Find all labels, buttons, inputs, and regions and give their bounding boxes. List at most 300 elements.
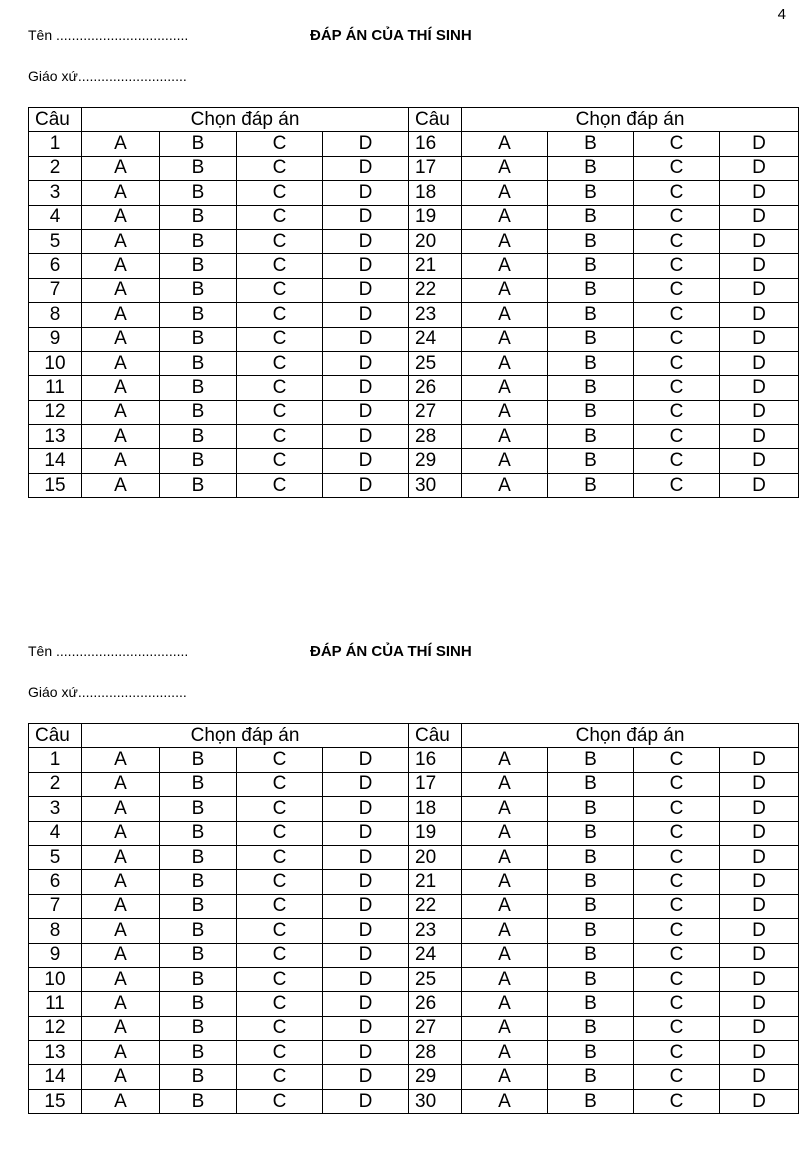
option-c[interactable]: C	[634, 748, 720, 772]
option-b[interactable]: B	[548, 156, 634, 180]
question-number: 9	[29, 327, 82, 351]
option-c[interactable]: C	[634, 254, 720, 278]
question-number: 4	[29, 821, 82, 845]
header-question-right: Câu	[409, 724, 462, 748]
option-c[interactable]: C	[634, 400, 720, 424]
option-a[interactable]: A	[82, 254, 160, 278]
question-number: 9	[29, 943, 82, 967]
option-a[interactable]: A	[82, 473, 160, 497]
option-d[interactable]: D	[323, 1065, 409, 1089]
option-a[interactable]: A	[462, 376, 548, 400]
option-d[interactable]: D	[323, 425, 409, 449]
option-a[interactable]: A	[462, 132, 548, 156]
option-a[interactable]: A	[82, 1089, 160, 1113]
question-number: 23	[409, 303, 462, 327]
option-b[interactable]: B	[548, 254, 634, 278]
option-c[interactable]: C	[237, 1016, 323, 1040]
option-d[interactable]: D	[323, 132, 409, 156]
question-number: 11	[29, 376, 82, 400]
option-d[interactable]: D	[720, 254, 799, 278]
option-c[interactable]: C	[237, 967, 323, 991]
option-b[interactable]: B	[548, 943, 634, 967]
table-row	[29, 967, 799, 991]
option-c[interactable]: C	[237, 254, 323, 278]
option-d[interactable]: D	[323, 205, 409, 229]
option-b[interactable]: B	[548, 351, 634, 375]
option-c[interactable]: C	[237, 894, 323, 918]
option-d[interactable]: D	[323, 992, 409, 1016]
option-d[interactable]: D	[323, 156, 409, 180]
question-number: 21	[409, 870, 462, 894]
option-b[interactable]: B	[548, 473, 634, 497]
option-b[interactable]: B	[160, 992, 237, 1016]
option-d[interactable]: D	[323, 303, 409, 327]
table-row	[29, 1041, 799, 1065]
option-b[interactable]: B	[548, 797, 634, 821]
option-c[interactable]: C	[634, 1041, 720, 1065]
option-d[interactable]: D	[323, 772, 409, 796]
question-number: 18	[409, 181, 462, 205]
question-number: 2	[29, 772, 82, 796]
option-a[interactable]: A	[462, 425, 548, 449]
option-c[interactable]: C	[237, 327, 323, 351]
table-row	[29, 156, 799, 180]
option-d[interactable]: D	[323, 1016, 409, 1040]
option-b[interactable]: B	[160, 181, 237, 205]
option-a[interactable]: A	[82, 132, 160, 156]
option-a[interactable]: A	[82, 870, 160, 894]
option-a[interactable]: A	[82, 919, 160, 943]
header-choice-right: Chọn đáp án	[462, 724, 799, 748]
table-row	[29, 473, 799, 497]
option-d[interactable]: D	[323, 748, 409, 772]
option-b[interactable]: B	[160, 449, 237, 473]
option-c[interactable]: C	[634, 821, 720, 845]
option-c[interactable]: C	[237, 425, 323, 449]
option-d[interactable]: D	[323, 229, 409, 253]
option-d[interactable]: D	[720, 1065, 799, 1089]
option-b[interactable]: B	[160, 797, 237, 821]
option-a[interactable]: A	[82, 278, 160, 302]
question-number: 2	[29, 156, 82, 180]
option-c[interactable]: C	[634, 303, 720, 327]
option-c[interactable]: C	[237, 400, 323, 424]
option-c[interactable]: C	[237, 845, 323, 869]
option-d[interactable]: D	[720, 992, 799, 1016]
option-d[interactable]: D	[323, 449, 409, 473]
option-a[interactable]: A	[82, 400, 160, 424]
option-a[interactable]: A	[82, 992, 160, 1016]
option-b[interactable]: B	[548, 748, 634, 772]
option-b[interactable]: B	[548, 870, 634, 894]
option-a[interactable]: A	[462, 156, 548, 180]
option-a[interactable]: A	[82, 376, 160, 400]
option-c[interactable]: C	[237, 772, 323, 796]
option-c[interactable]: C	[237, 748, 323, 772]
option-d[interactable]: D	[720, 229, 799, 253]
option-d[interactable]: D	[720, 1041, 799, 1065]
option-d[interactable]: D	[323, 278, 409, 302]
option-b[interactable]: B	[548, 205, 634, 229]
option-a[interactable]: A	[462, 1065, 548, 1089]
option-c[interactable]: C	[634, 1065, 720, 1089]
option-d[interactable]: D	[323, 1089, 409, 1113]
option-c[interactable]: C	[634, 376, 720, 400]
option-c[interactable]: C	[634, 967, 720, 991]
option-c[interactable]: C	[634, 425, 720, 449]
option-d[interactable]: D	[323, 821, 409, 845]
option-a[interactable]: A	[82, 845, 160, 869]
option-d[interactable]: D	[323, 400, 409, 424]
option-b[interactable]: B	[160, 376, 237, 400]
option-b[interactable]: B	[160, 845, 237, 869]
option-d[interactable]: D	[323, 845, 409, 869]
table-row	[29, 181, 799, 205]
option-a[interactable]: A	[82, 156, 160, 180]
parish-line[interactable]: Giáo xứ............................	[28, 684, 187, 700]
option-c[interactable]: C	[634, 156, 720, 180]
option-a[interactable]: A	[462, 748, 548, 772]
option-d[interactable]: D	[323, 181, 409, 205]
option-d[interactable]: D	[323, 1041, 409, 1065]
option-b[interactable]: B	[548, 1065, 634, 1089]
option-b[interactable]: B	[160, 821, 237, 845]
option-b[interactable]: B	[160, 473, 237, 497]
option-b[interactable]: B	[160, 205, 237, 229]
table-row	[29, 327, 799, 351]
option-d[interactable]: D	[720, 400, 799, 424]
option-c[interactable]: C	[237, 821, 323, 845]
option-a[interactable]: A	[462, 254, 548, 278]
option-b[interactable]: B	[160, 400, 237, 424]
option-b[interactable]: B	[160, 327, 237, 351]
option-c[interactable]: C	[634, 919, 720, 943]
option-a[interactable]: A	[462, 1041, 548, 1065]
option-c[interactable]: C	[634, 205, 720, 229]
option-b[interactable]: B	[548, 303, 634, 327]
option-a[interactable]: A	[82, 967, 160, 991]
header-choice-left: Chọn đáp án	[82, 724, 409, 748]
option-c[interactable]: C	[237, 303, 323, 327]
question-number: 10	[29, 351, 82, 375]
option-a[interactable]: A	[462, 303, 548, 327]
table-row	[29, 400, 799, 424]
option-b[interactable]: B	[548, 1089, 634, 1113]
option-d[interactable]: D	[720, 132, 799, 156]
question-number: 17	[409, 156, 462, 180]
option-c[interactable]: C	[237, 351, 323, 375]
option-b[interactable]: B	[160, 1041, 237, 1065]
option-b[interactable]: B	[160, 919, 237, 943]
option-c[interactable]: C	[634, 449, 720, 473]
option-c[interactable]: C	[237, 181, 323, 205]
header-row	[29, 724, 799, 748]
option-b[interactable]: B	[548, 425, 634, 449]
question-number: 28	[409, 425, 462, 449]
question-number: 6	[29, 254, 82, 278]
header-question-left: Câu	[29, 724, 82, 748]
option-b[interactable]: B	[548, 229, 634, 253]
option-a[interactable]: A	[82, 1016, 160, 1040]
option-d[interactable]: D	[720, 1016, 799, 1040]
option-a[interactable]: A	[82, 943, 160, 967]
option-d[interactable]: D	[720, 748, 799, 772]
option-a[interactable]: A	[82, 449, 160, 473]
table-row	[29, 845, 799, 869]
option-a[interactable]: A	[462, 845, 548, 869]
option-d[interactable]: D	[720, 181, 799, 205]
option-a[interactable]: A	[462, 1089, 548, 1113]
option-b[interactable]: B	[548, 992, 634, 1016]
option-b[interactable]: B	[160, 870, 237, 894]
table-row	[29, 821, 799, 845]
option-b[interactable]: B	[160, 156, 237, 180]
option-c[interactable]: C	[237, 1089, 323, 1113]
option-d[interactable]: D	[720, 156, 799, 180]
option-b[interactable]: B	[160, 1089, 237, 1113]
option-c[interactable]: C	[634, 327, 720, 351]
option-d[interactable]: D	[323, 376, 409, 400]
option-d[interactable]: D	[720, 327, 799, 351]
option-c[interactable]: C	[237, 132, 323, 156]
option-c[interactable]: C	[634, 229, 720, 253]
question-number: 3	[29, 181, 82, 205]
table-row	[29, 943, 799, 967]
option-a[interactable]: A	[82, 797, 160, 821]
option-c[interactable]: C	[237, 229, 323, 253]
option-a[interactable]: A	[462, 967, 548, 991]
option-c[interactable]: C	[634, 894, 720, 918]
question-number: 21	[409, 254, 462, 278]
option-b[interactable]: B	[548, 821, 634, 845]
option-c[interactable]: C	[634, 132, 720, 156]
option-d[interactable]: D	[720, 967, 799, 991]
option-a[interactable]: A	[462, 229, 548, 253]
option-b[interactable]: B	[160, 254, 237, 278]
question-number: 20	[409, 229, 462, 253]
option-a[interactable]: A	[82, 327, 160, 351]
option-c[interactable]: C	[634, 943, 720, 967]
option-a[interactable]: A	[462, 351, 548, 375]
option-d[interactable]: D	[720, 772, 799, 796]
table-row	[29, 772, 799, 796]
option-a[interactable]: A	[82, 748, 160, 772]
option-d[interactable]: D	[720, 894, 799, 918]
option-b[interactable]: B	[160, 943, 237, 967]
option-a[interactable]: A	[82, 181, 160, 205]
option-a[interactable]: A	[462, 821, 548, 845]
option-c[interactable]: C	[237, 449, 323, 473]
question-number: 18	[409, 797, 462, 821]
option-a[interactable]: A	[462, 772, 548, 796]
question-number: 22	[409, 894, 462, 918]
option-b[interactable]: B	[160, 303, 237, 327]
option-d[interactable]: D	[720, 351, 799, 375]
option-d[interactable]: D	[720, 376, 799, 400]
option-a[interactable]: A	[82, 821, 160, 845]
option-b[interactable]: B	[548, 376, 634, 400]
question-number: 23	[409, 919, 462, 943]
option-c[interactable]: C	[634, 992, 720, 1016]
option-b[interactable]: B	[548, 772, 634, 796]
candidate-name-line[interactable]: Tên ..................................	[28, 643, 189, 659]
option-b[interactable]: B	[548, 919, 634, 943]
option-d[interactable]: D	[720, 449, 799, 473]
option-c[interactable]: C	[634, 473, 720, 497]
option-c[interactable]: C	[237, 205, 323, 229]
option-d[interactable]: D	[323, 967, 409, 991]
question-number: 30	[409, 473, 462, 497]
table-row	[29, 205, 799, 229]
option-d[interactable]: D	[720, 303, 799, 327]
answer-grid	[28, 107, 799, 498]
option-c[interactable]: C	[634, 351, 720, 375]
option-d[interactable]: D	[323, 797, 409, 821]
option-b[interactable]: B	[160, 967, 237, 991]
option-c[interactable]: C	[634, 1089, 720, 1113]
option-a[interactable]: A	[462, 1016, 548, 1040]
table-row	[29, 894, 799, 918]
question-number: 8	[29, 919, 82, 943]
header-choice-right: Chọn đáp án	[462, 108, 799, 132]
option-b[interactable]: B	[548, 449, 634, 473]
option-a[interactable]: A	[462, 894, 548, 918]
option-c[interactable]: C	[634, 278, 720, 302]
answer-grid	[28, 723, 799, 1114]
option-c[interactable]: C	[237, 278, 323, 302]
option-d[interactable]: D	[323, 943, 409, 967]
option-a[interactable]: A	[462, 327, 548, 351]
option-c[interactable]: C	[237, 1041, 323, 1065]
table-row	[29, 254, 799, 278]
option-a[interactable]: A	[462, 278, 548, 302]
option-c[interactable]: C	[237, 473, 323, 497]
parish-line[interactable]: Giáo xứ............................	[28, 68, 187, 84]
option-a[interactable]: A	[82, 425, 160, 449]
option-d[interactable]: D	[720, 919, 799, 943]
option-d[interactable]: D	[720, 870, 799, 894]
option-d[interactable]: D	[323, 327, 409, 351]
option-b[interactable]: B	[548, 400, 634, 424]
option-b[interactable]: B	[160, 1065, 237, 1089]
option-c[interactable]: C	[634, 772, 720, 796]
option-b[interactable]: B	[160, 229, 237, 253]
question-number: 1	[29, 748, 82, 772]
option-a[interactable]: A	[462, 181, 548, 205]
question-number: 27	[409, 400, 462, 424]
option-a[interactable]: A	[82, 1041, 160, 1065]
option-c[interactable]: C	[237, 919, 323, 943]
question-number: 13	[29, 425, 82, 449]
option-a[interactable]: A	[82, 205, 160, 229]
option-d[interactable]: D	[720, 425, 799, 449]
option-b[interactable]: B	[160, 1016, 237, 1040]
option-d[interactable]: D	[720, 797, 799, 821]
option-b[interactable]: B	[160, 772, 237, 796]
candidate-name-line[interactable]: Tên ..................................	[28, 27, 189, 43]
option-a[interactable]: A	[462, 473, 548, 497]
option-a[interactable]: A	[462, 449, 548, 473]
option-d[interactable]: D	[323, 894, 409, 918]
option-b[interactable]: B	[548, 132, 634, 156]
option-b[interactable]: B	[548, 327, 634, 351]
option-b[interactable]: B	[160, 894, 237, 918]
option-c[interactable]: C	[634, 870, 720, 894]
option-b[interactable]: B	[548, 845, 634, 869]
option-c[interactable]: C	[634, 181, 720, 205]
option-c[interactable]: C	[237, 1065, 323, 1089]
option-d[interactable]: D	[720, 205, 799, 229]
option-a[interactable]: A	[462, 943, 548, 967]
question-number: 14	[29, 1065, 82, 1089]
option-a[interactable]: A	[462, 797, 548, 821]
option-b[interactable]: B	[548, 181, 634, 205]
table-row	[29, 992, 799, 1016]
option-b[interactable]: B	[160, 748, 237, 772]
sheet-title: ĐÁP ÁN CỦA THÍ SINH	[310, 643, 472, 660]
option-a[interactable]: A	[462, 205, 548, 229]
option-a[interactable]: A	[82, 894, 160, 918]
question-number: 20	[409, 845, 462, 869]
option-c[interactable]: C	[237, 376, 323, 400]
option-b[interactable]: B	[160, 425, 237, 449]
option-b[interactable]: B	[548, 1041, 634, 1065]
option-b[interactable]: B	[548, 278, 634, 302]
table-row	[29, 748, 799, 772]
option-d[interactable]: D	[720, 943, 799, 967]
option-c[interactable]: C	[237, 797, 323, 821]
option-c[interactable]: C	[237, 943, 323, 967]
option-d[interactable]: D	[720, 278, 799, 302]
option-c[interactable]: C	[634, 845, 720, 869]
option-d[interactable]: D	[720, 1089, 799, 1113]
option-a[interactable]: A	[462, 400, 548, 424]
option-d[interactable]: D	[323, 351, 409, 375]
option-b[interactable]: B	[548, 967, 634, 991]
option-a[interactable]: A	[462, 919, 548, 943]
option-b[interactable]: B	[160, 351, 237, 375]
page-number: 4	[777, 6, 786, 23]
question-number: 24	[409, 327, 462, 351]
option-a[interactable]: A	[82, 351, 160, 375]
option-d[interactable]: D	[720, 845, 799, 869]
option-d[interactable]: D	[323, 254, 409, 278]
option-a[interactable]: A	[462, 870, 548, 894]
option-b[interactable]: B	[160, 278, 237, 302]
option-b[interactable]: B	[160, 132, 237, 156]
option-c[interactable]: C	[634, 797, 720, 821]
option-c[interactable]: C	[634, 1016, 720, 1040]
option-b[interactable]: B	[548, 894, 634, 918]
option-d[interactable]: D	[720, 473, 799, 497]
question-number: 30	[409, 1089, 462, 1113]
option-a[interactable]: A	[82, 303, 160, 327]
option-d[interactable]: D	[720, 821, 799, 845]
question-number: 1	[29, 132, 82, 156]
option-c[interactable]: C	[237, 992, 323, 1016]
option-c[interactable]: C	[237, 156, 323, 180]
option-d[interactable]: D	[323, 870, 409, 894]
option-a[interactable]: A	[82, 229, 160, 253]
option-a[interactable]: A	[82, 1065, 160, 1089]
option-d[interactable]: D	[323, 919, 409, 943]
option-c[interactable]: C	[237, 870, 323, 894]
option-d[interactable]: D	[323, 473, 409, 497]
option-a[interactable]: A	[462, 992, 548, 1016]
option-a[interactable]: A	[82, 772, 160, 796]
question-number: 29	[409, 1065, 462, 1089]
option-b[interactable]: B	[548, 1016, 634, 1040]
